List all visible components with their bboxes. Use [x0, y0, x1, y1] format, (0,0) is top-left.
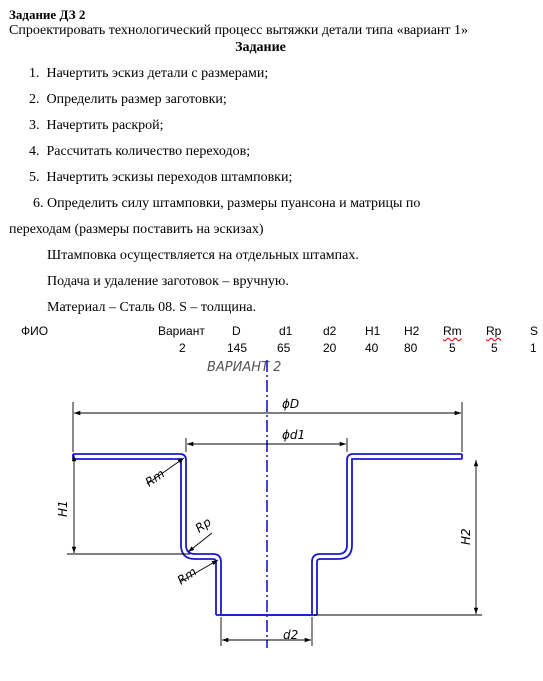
- param-value: 1: [530, 341, 537, 355]
- note-text: Подача и удаление заготовок – вручную.: [47, 274, 289, 289]
- dim-label-d2: d2: [283, 628, 299, 642]
- list-item: 6. Определить силу штамповки, размеры пуансона и матрицы по: [33, 196, 421, 211]
- list-item: 2. Определить размер заготовки;: [29, 92, 227, 107]
- param-header: Вариант: [158, 324, 205, 338]
- param-value: 65: [277, 341, 291, 355]
- param-value: 5: [449, 341, 456, 355]
- param-header: Rp: [486, 324, 502, 338]
- param-header: Rm: [443, 324, 462, 338]
- param-header: H2: [404, 324, 420, 338]
- dim-label-d1: ϕd1: [282, 428, 306, 442]
- variant-label: ВАРИАНТ 2: [207, 360, 282, 375]
- note-text: Штамповка осуществляется на отдельных штампах.: [47, 248, 359, 263]
- label-Rm-top: Rm: [142, 466, 168, 490]
- param-value: 5: [491, 341, 498, 355]
- section-heading: Задание: [235, 40, 286, 55]
- page-subtitle: Спроектировать технологический процесс вытяжки детали типа «вариант 1»: [9, 23, 469, 38]
- param-value: 80: [404, 341, 418, 355]
- list-item: 4. Рассчитать количество переходов;: [29, 144, 251, 159]
- label-Rm-bottom: Rm: [174, 564, 200, 588]
- dim-label-H2: H2: [459, 528, 473, 545]
- list-item: 5. Начертить эскизы переходов штамповки;: [29, 170, 293, 185]
- param-value: 145: [227, 341, 248, 355]
- dim-label-D: ϕD: [282, 397, 300, 411]
- note-text: Материал – Сталь 08. S – толщина.: [47, 300, 257, 315]
- fio-label: ФИО: [21, 324, 49, 338]
- param-value: 20: [323, 341, 337, 355]
- param-header: D: [232, 324, 241, 338]
- param-header: d2: [323, 324, 337, 338]
- dim-label-H1: H1: [56, 500, 70, 517]
- page-title: Задание ДЗ 2: [9, 7, 86, 22]
- list-item-continuation: переходам (размеры поставить на эскизах): [9, 222, 264, 237]
- label-Rp: Rp: [192, 514, 214, 536]
- list-item: 3. Начертить раскрой;: [29, 118, 164, 133]
- param-header: d1: [279, 324, 293, 338]
- param-value: 40: [365, 341, 379, 355]
- list-item: 1. Начертить эскиз детали с размерами;: [29, 66, 269, 81]
- param-value: 2: [179, 341, 186, 355]
- param-header: H1: [365, 324, 381, 338]
- param-header: S: [530, 324, 539, 338]
